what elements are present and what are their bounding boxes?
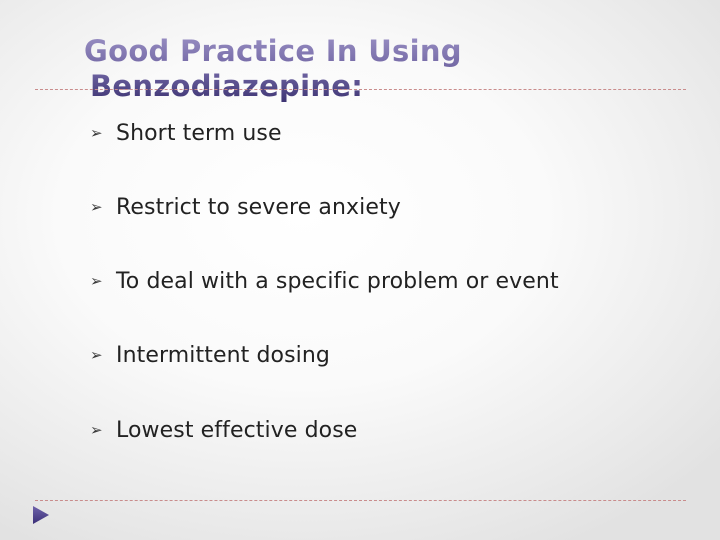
bullet-item	[90, 414, 357, 446]
bullet-item	[90, 117, 282, 149]
bullet-text: To deal with a specific problem or event	[116, 268, 559, 294]
bullet-text: Intermittent dosing	[116, 342, 330, 368]
arrowhead-bullet-icon: ➢	[90, 198, 103, 216]
title-line-1: Good Practice In Using	[84, 34, 462, 68]
arrowhead-bullet-icon: ➢	[90, 421, 103, 439]
bullet-text: Short term use	[116, 120, 282, 146]
bullet-item	[90, 191, 401, 223]
bullet-item	[90, 265, 559, 297]
arrowhead-bullet-icon: ➢	[90, 124, 103, 142]
bullet-text: Restrict to severe anxiety	[116, 194, 401, 220]
title-line-2: Benzodiazepine:	[90, 69, 364, 103]
bottom-divider	[35, 500, 686, 501]
next-slide-arrow-icon[interactable]	[32, 505, 50, 525]
arrowhead-bullet-icon: ➢	[90, 346, 103, 364]
arrowhead-bullet-icon: ➢	[90, 272, 103, 290]
bullet-item	[90, 339, 330, 371]
bullet-text: Lowest effective dose	[116, 417, 358, 443]
